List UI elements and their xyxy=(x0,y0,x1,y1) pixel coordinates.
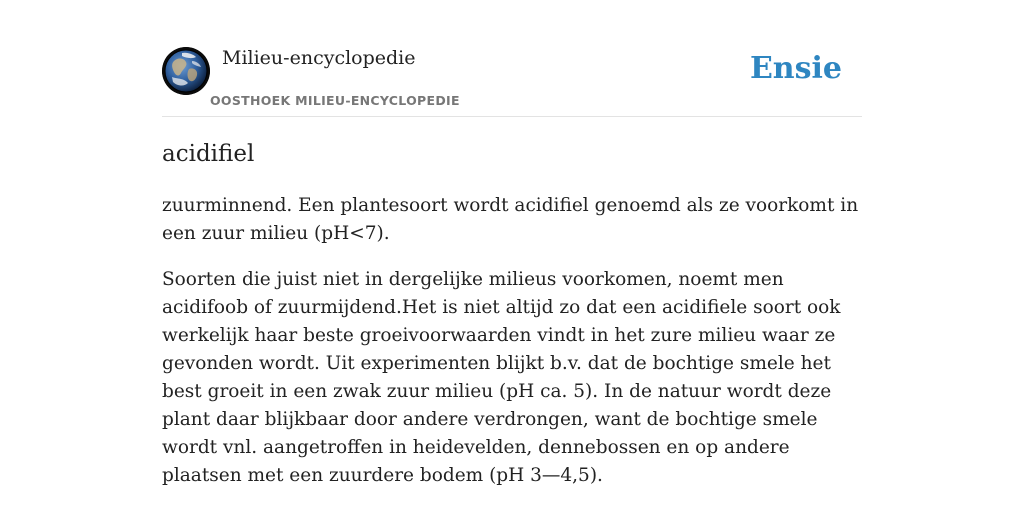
site-header xyxy=(162,0,862,117)
page-title: acidifiel xyxy=(162,141,255,167)
site-title[interactable]: Milieu-encyclopedie xyxy=(222,47,416,69)
article-body xyxy=(162,192,862,508)
article-paragraph: zuurminnend. Een plantesoort wordt acidifiel genoemd als ze voorkomt in een zuur milieu (pH<7). xyxy=(162,195,859,244)
site-subtitle: OOSTHOEK MILIEU-ENCYCLOPEDIE xyxy=(210,93,460,108)
brand-logo-link[interactable]: Ensie xyxy=(749,51,842,86)
earth-globe-icon[interactable] xyxy=(162,47,210,95)
page xyxy=(162,0,862,512)
article-paragraph: Soorten die juist niet in dergelijke milieus voorkomen, noemt men acidifoob of zuurmijdend.Het is niet altijd zo dat een acidifiele soort ook werkelijk haar beste groeivoorwaarden vindt in het zure milieu waar ze gevonden wordt. Uit experimenten blijkt b.v. dat de bochtige smele het best groeit in een zwak zuur milieu (pH ca. 5). In de natuur wordt deze plant daar blijkbaar door andere verdrongen, want de bochtige smele wordt vnl. aangetroffen in heidevelden, dennebossen en op andere plaatsen met een zuurdere bodem (pH 3—4,5). xyxy=(162,269,841,486)
